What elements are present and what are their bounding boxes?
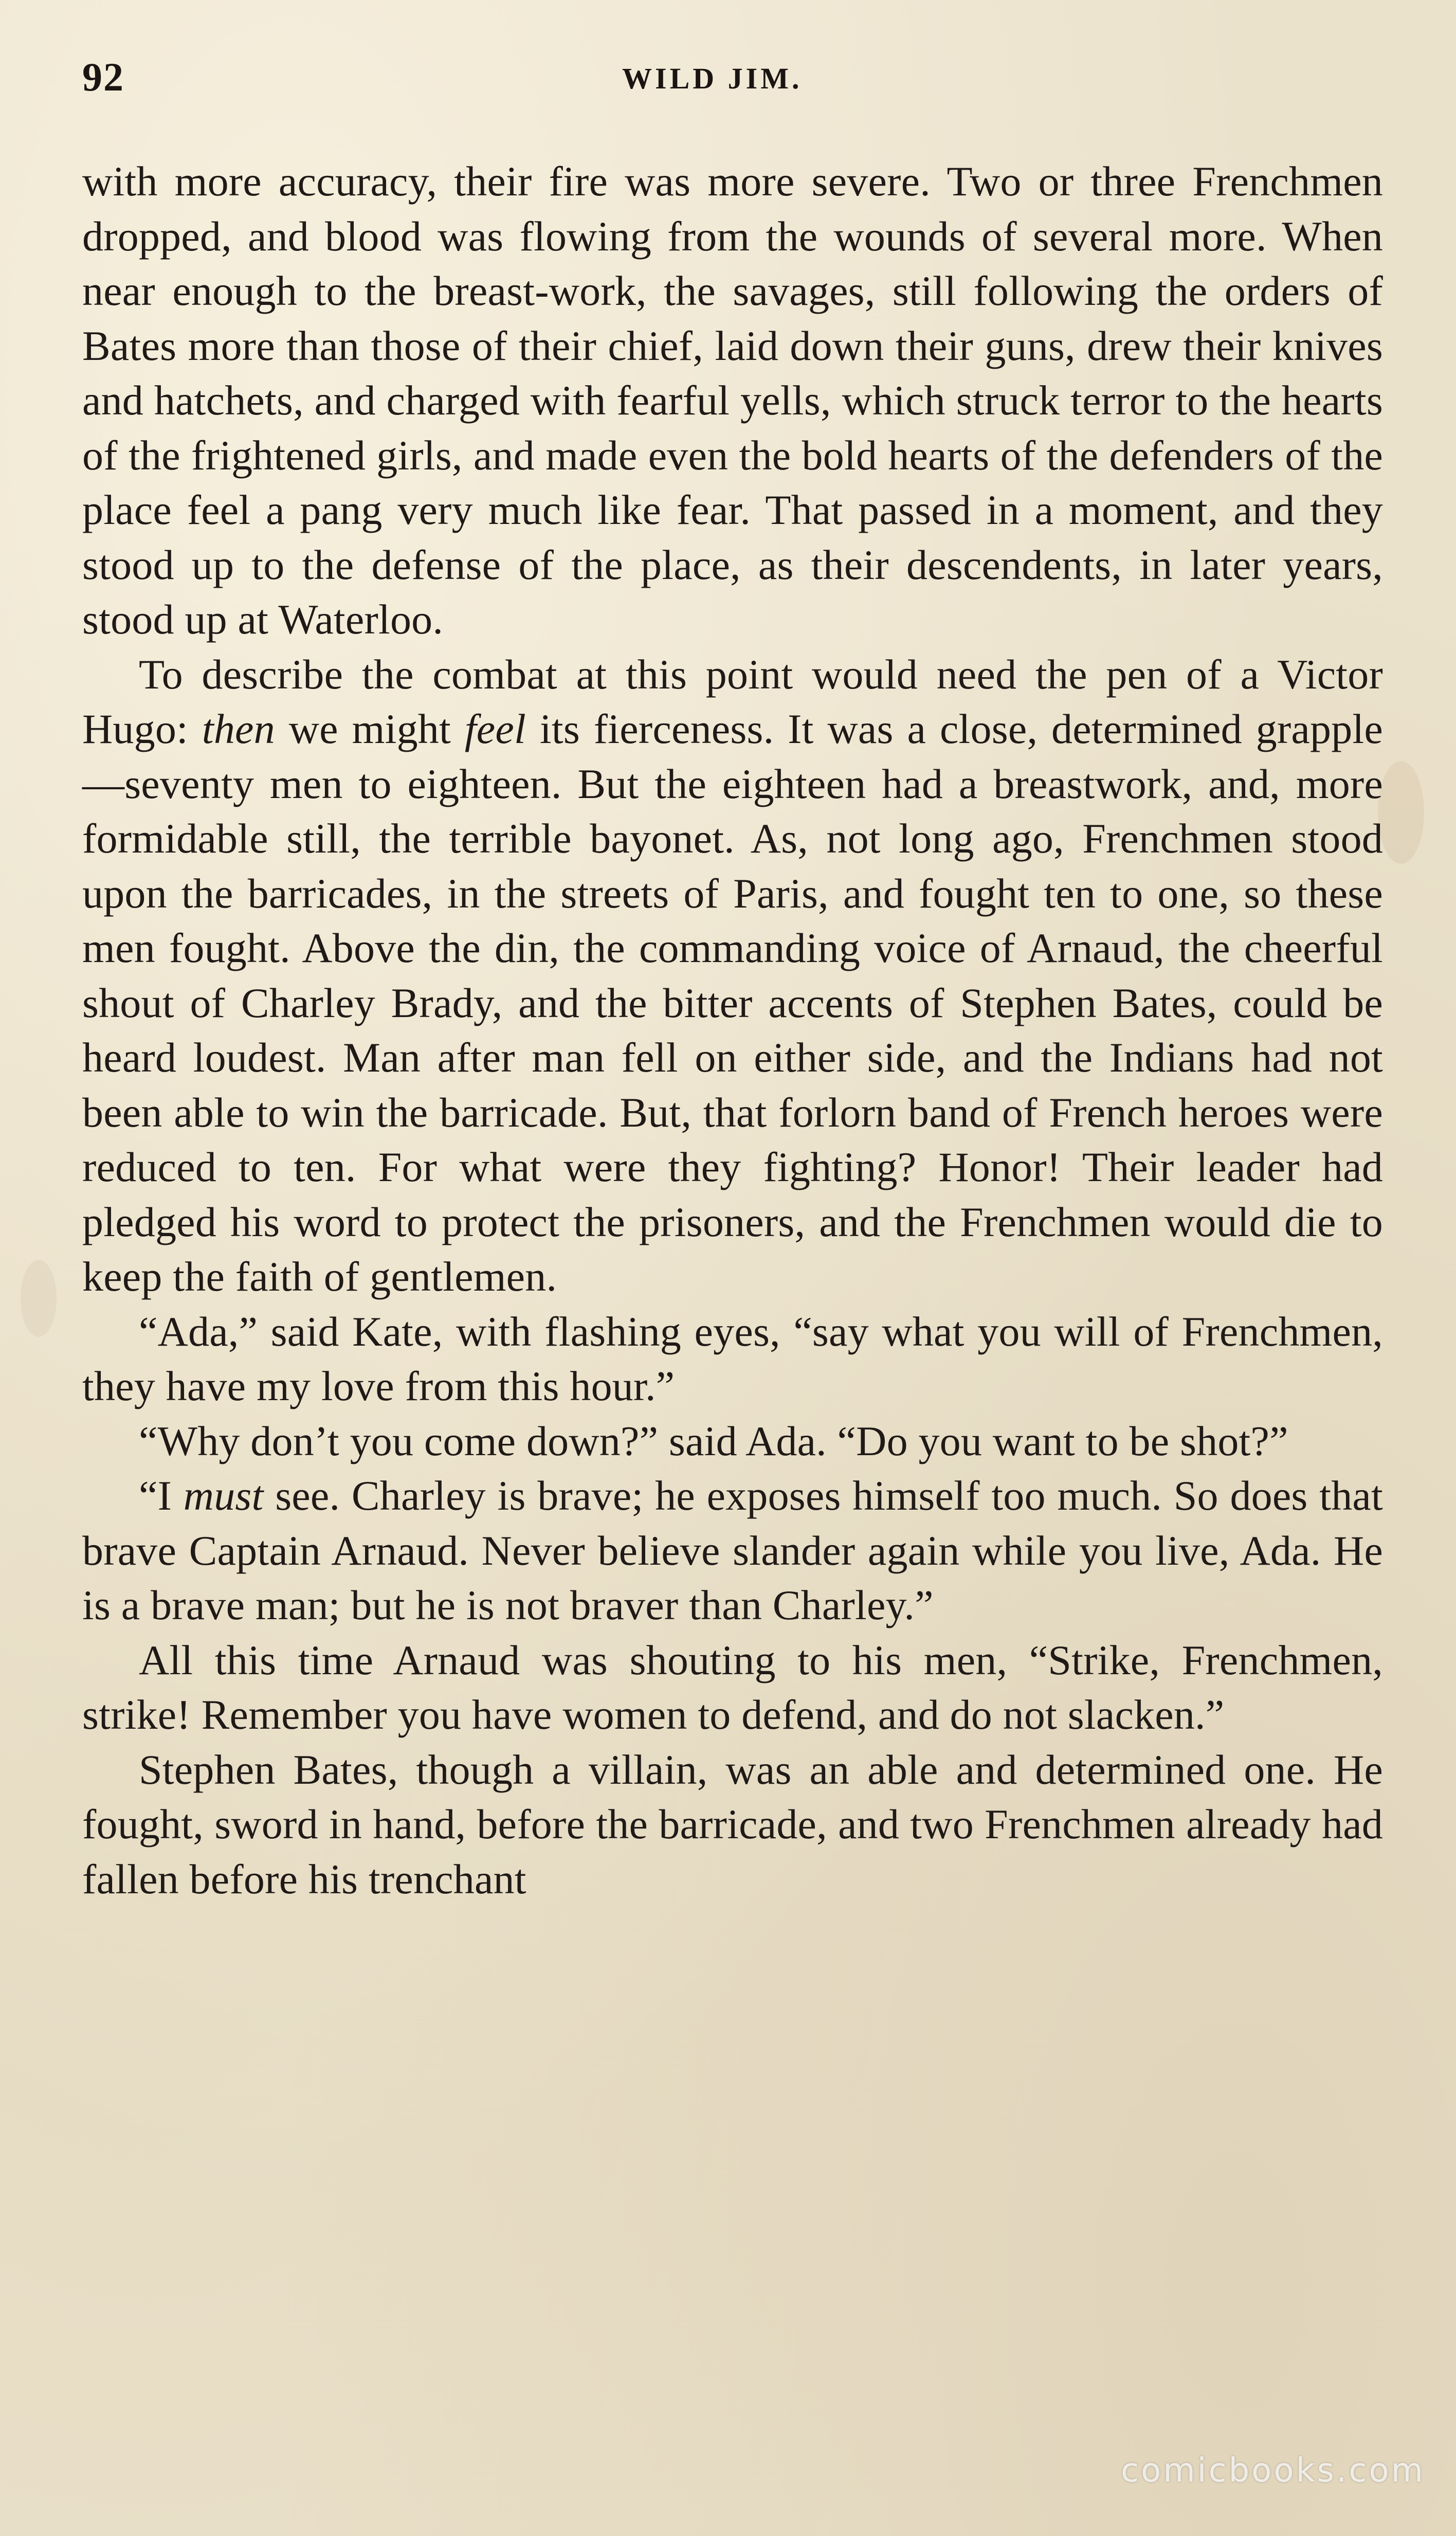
watermark: comicbooks.com <box>1120 2452 1425 2490</box>
paragraph <box>82 1633 1383 1743</box>
text-run: see. Charley is brave; he exposes himself too much. So does that brave Captain Arnaud. Never believe slander again while you live, Ada. He is a brave man; but he is not braver than Charley.” <box>82 1472 1383 1628</box>
text-run: “I <box>139 1472 184 1519</box>
text-run: To describe the combat at this point would need the pen of a Victor Hugo: <box>82 650 1383 752</box>
running-title: WILD JIM. <box>622 62 803 95</box>
paragraph <box>82 647 1383 1305</box>
paragraph <box>82 1469 1383 1633</box>
paragraph <box>82 154 1383 647</box>
page-number: 92 <box>82 55 124 99</box>
text-run: we might <box>275 705 465 752</box>
body-text <box>82 154 1383 1907</box>
text-run: All this time Arnaud was shouting to his men, “Strike, Frenchmen, strike! Remember you have women to defend, and do not slacken.” <box>82 1636 1383 1738</box>
paper-stain <box>21 1260 57 1337</box>
paragraph <box>82 1414 1383 1469</box>
text-run: “Why don’t you come down?” said Ada. “Do you want to be shot?” <box>139 1417 1288 1464</box>
running-head <box>82 54 1383 111</box>
paragraph <box>82 1743 1383 1907</box>
text-run: “Ada,” said Kate, with flashing eyes, “say what you will of Frenchmen, they have my love from this hour.” <box>82 1308 1383 1409</box>
text-run: Stephen Bates, though a villain, was an able and determined one. He fought, sword in hand, before the barricade, and two Frenchmen already had fallen before his trenchant <box>82 1746 1383 1903</box>
paper-stain <box>1378 761 1424 864</box>
italic-text: then <box>202 705 275 752</box>
text-run: its fierceness. It was a close, determined grapple—seventy men to eighteen. But the eighteen had a breastwork, and, more formidable still, the terrible bayonet. As, not long ago, Frenchmen stood upon the barricades, in the streets of Paris, and fought ten to one, so these men fought. Above the din, the commanding voice of Arnaud, the cheerful shout of Charley Brady, and the bitter accents of Stephen Bates, could be heard loudest. Man after man fell on either side, and the Indians had not been able to win the barricade. But, that forlorn band of French heroes were reduced to ten. For what were they fighting? Honor! Their leader had pledged his word to protect the prisoners, and the Frenchmen would die to keep the faith of gentlemen. <box>82 705 1383 1300</box>
italic-text: feel <box>464 705 526 752</box>
paragraph <box>82 1305 1383 1414</box>
italic-text: must <box>183 1472 264 1519</box>
text-run: with more accuracy, their fire was more severe. Two or three Frenchmen dropped, and blood was flowing from the wounds of several more. When near enough to the breast-work, the savages, still following the orders of Bates more than those of their chief, laid down their guns, drew their knives and hatchets, and charged with fearful yells, which struck terror to the hearts of the frightened girls, and made even the bold hearts of the defenders of the place feel a pang very much like fear. That passed in a moment, and they stood up to the defense of the place, as their descendents, in later years, stood up at Waterloo. <box>82 158 1383 643</box>
